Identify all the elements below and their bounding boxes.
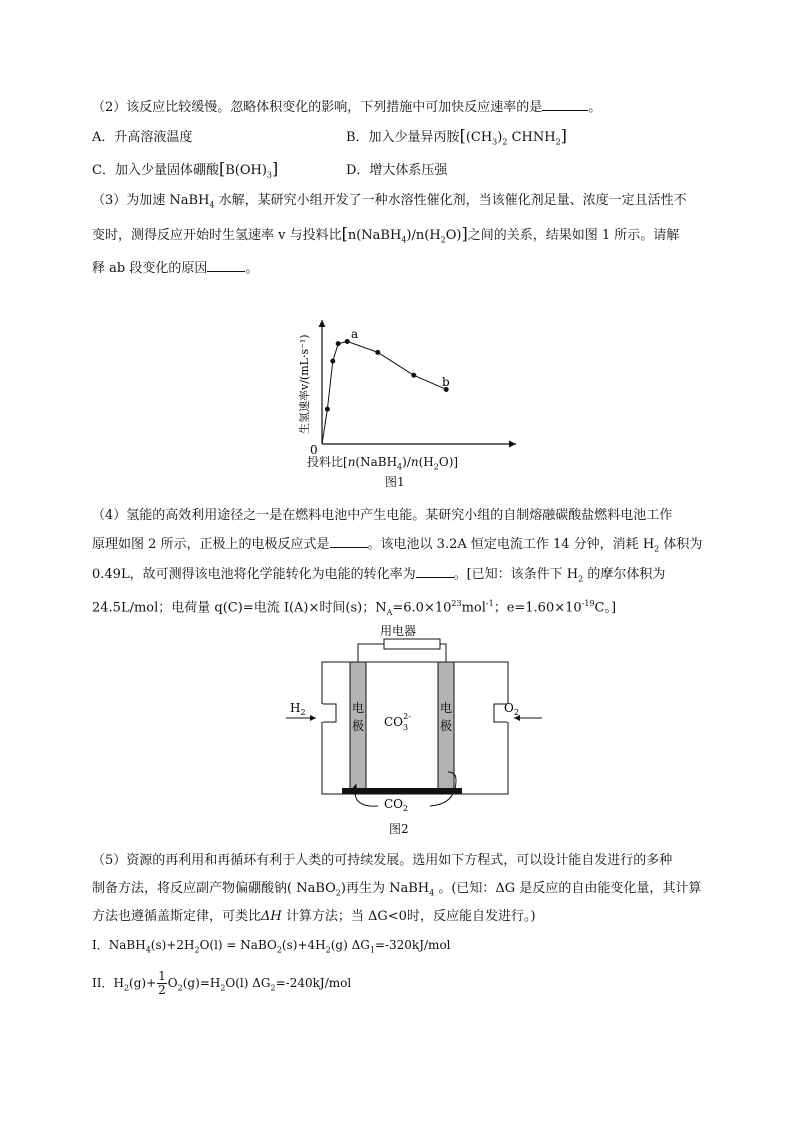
eq1-e: O(l) = NaBO — [199, 938, 277, 952]
q3-ratio-sub2: 2 — [440, 235, 446, 245]
fig2-ion-sup: 2- — [403, 712, 411, 721]
fig2-bottom-bar — [342, 788, 462, 794]
fig2-co2-sub: 2 — [403, 804, 409, 813]
fig2-electrode-left-char1: 电 — [352, 701, 365, 715]
fig2-o2-label — [504, 701, 519, 717]
q4-sup-23: 23 — [451, 599, 462, 608]
q3-ratio-b: )/n(H — [406, 228, 441, 243]
fig1-point-b-label: b — [442, 375, 450, 389]
q5-text-3a: 方法也遵循盖斯定律，可类比 — [92, 909, 262, 924]
fig2-h2: H — [290, 701, 301, 715]
q2-option-b-formula: (CH — [465, 130, 493, 145]
q3-text-4: 释 ab 段变化的原因 — [92, 261, 208, 276]
fig1-x-label-a: 投料比[ — [307, 455, 348, 469]
fig2-h2-sub: 2 — [300, 708, 306, 717]
q4-sub-h2: 2 — [654, 544, 660, 554]
q5-text-2c: )再生为 NaBH — [340, 881, 430, 896]
eq2-sub2: 2 — [177, 983, 183, 993]
q5-sub-1: 2 — [335, 888, 341, 898]
q5-line-1: （5）资源的再利用和再循环有利于人类的可持续发展。选用如下方程式，可以设计能自发进行的多种 — [92, 853, 673, 868]
eq2-d: O — [167, 976, 178, 990]
eq2-denominator: 2 — [158, 983, 166, 997]
fig2-o2: O — [504, 701, 514, 715]
eq2-f: (g)=H — [182, 976, 221, 990]
q2-stem-text: （2）该反应比较缓慢。忽略体积变化的影响，下列措施中可加快反应速率的是 — [92, 100, 543, 115]
q2-option-d[interactable] — [346, 162, 447, 180]
fig1-y-label: 生氢速率v/(mL·s⁻¹) — [298, 334, 311, 434]
q3-sub: 4 — [209, 200, 215, 210]
q3-ratio-sub1: 4 — [401, 235, 407, 245]
fig2-o2-sub: 2 — [513, 708, 519, 717]
q4-line-1: （4）氢能的高效利用途径之一是在燃料电池中产生电能。某研究小组的自制熔融碳酸盐燃料电池工作 — [92, 508, 673, 523]
q5-line-3 — [92, 908, 536, 926]
q5-text-2e: 。(已知：ΔG 是反应的自由能变化量，其计算 — [434, 881, 702, 896]
fig1-origin: 0 — [310, 443, 318, 457]
fig1-caption: 图1 — [385, 475, 405, 489]
q4-text-3a: 0.49L，故可测得该电池将化学能转化为电能的转化率为 — [92, 567, 416, 582]
q3-line-1 — [92, 192, 687, 215]
eq1-g: (s)+4H — [281, 938, 326, 952]
q2-option-b-sub2: 2 — [502, 137, 508, 147]
q3-ratio-c: O) — [445, 228, 462, 243]
q4-line-2 — [92, 535, 702, 559]
eq2-a: II．H — [92, 976, 124, 990]
q2-stem-end: 。 — [588, 100, 602, 115]
fig1-data-point — [375, 350, 380, 355]
q2-option-c-text: C．加入少量固体硼酸 — [92, 163, 219, 178]
fig2-co2-label — [384, 797, 408, 813]
q3-ratio-a: n(NaBH — [347, 228, 402, 243]
eq2-numerator: 1 — [158, 969, 166, 983]
fig1-x-label-c: (NaBH — [355, 455, 398, 469]
fig1-x-label-e: )/ — [402, 455, 411, 469]
eq1-i: (g) ΔG — [330, 938, 370, 952]
q3-line-3 — [92, 259, 258, 278]
fig2-ion: CO — [384, 715, 404, 729]
q3-answer-blank[interactable] — [207, 259, 245, 272]
q4-answer-blank-1[interactable] — [330, 535, 368, 548]
eq1-sub4: 2 — [325, 945, 331, 955]
fig1-x-label — [307, 453, 458, 471]
q2-option-c[interactable]: C．加入少量固体硼酸$[B(OH)_3]$ — [92, 159, 279, 180]
fig1-data-point — [336, 341, 341, 346]
eq2-sub1: 2 — [123, 983, 130, 993]
q2-option-b[interactable]: B．加入少量异丙胺[$(CH_3)_2$ $CHNH_2$] — [346, 126, 567, 147]
q2-option-b-paren: ) — [497, 130, 503, 145]
eq1-sub1: 4 — [145, 945, 151, 955]
q4-text-3b: 。[已知：该条件下 H — [453, 567, 579, 582]
q3-text-3: 之间的关系，结果如图 1 所示。请解 — [467, 228, 680, 243]
fig2-caption: 图2 — [389, 822, 409, 836]
q4-text-e: ；e=1.60×10 — [493, 600, 582, 616]
q4-line-4 — [92, 595, 616, 622]
q2-option-a-text: A．升高溶液温度 — [92, 130, 193, 145]
fig2-ion-sub: 3 — [403, 723, 409, 732]
q4-text-mol: mol — [461, 600, 486, 616]
q5-delta-h: ΔH — [261, 909, 282, 924]
q2-option-b-text: B．加入少量异丙胺 — [346, 130, 460, 145]
q4-text-2a: 原理如图 2 所示，正极上的电极反应式是 — [92, 537, 330, 552]
q2-option-b-sub3: 2 — [555, 137, 561, 147]
figure-2-fuel-cell — [280, 622, 550, 822]
fig1-series-line — [322, 341, 446, 444]
fig2-electrode-right-char2: 极 — [440, 719, 453, 733]
fig1-data-point — [325, 407, 330, 412]
q5-equation-2 — [92, 966, 351, 1005]
q4-line-3 — [92, 565, 665, 589]
fig2-electrode-left-char2: 极 — [352, 719, 365, 733]
q2-option-b-sub1: 3 — [492, 137, 498, 147]
q2-option-c-sub: 3 — [266, 170, 272, 180]
eq1-sub5: 1 — [369, 945, 375, 955]
q3-text-cont: 水解，某研究小组开发了一种水溶性催化剂，当该催化剂足量、浓度一定且活性不 — [214, 193, 687, 208]
q2-option-a[interactable] — [92, 129, 192, 147]
q5-text-2a: 制备方法，将反应副产物偏硼酸钠( NaBO — [92, 881, 336, 896]
q4-sup-neg19: -19 — [581, 599, 595, 608]
q4-text-3d: 的摩尔体积为 — [583, 567, 666, 582]
eq1-k: =-320kJ/mol — [374, 938, 451, 952]
q5-line-2 — [92, 880, 701, 903]
q4-sub-a: A — [386, 607, 393, 617]
q3-line-2: 变时，测得反应开始时生氢速率 v 与投料比$[n(NaBH_4)/n(H_2O)]$之间的关系，结果如图 1 所示。请解 — [92, 224, 680, 245]
eq2-h: O(l) ΔG — [225, 976, 271, 990]
q3-text: （3）为加速 NaBH — [92, 193, 210, 208]
q4-answer-blank-2[interactable] — [416, 565, 454, 578]
q4-sub-h2b: 2 — [578, 574, 584, 584]
fig1-data-point — [345, 339, 350, 344]
q5-sub-2: 4 — [429, 888, 435, 898]
q2-answer-blank[interactable] — [542, 98, 588, 111]
eq1-sub2: 2 — [194, 945, 200, 955]
fig1-x-label-n1: n — [347, 455, 356, 469]
q2-option-c-formula: B(OH) — [225, 163, 267, 178]
eq2-fraction — [157, 970, 167, 997]
eq1-sub3: 2 — [276, 945, 282, 955]
q3-text-2: 变时，测得反应开始时生氢速率 v 与投料比 — [92, 228, 342, 243]
q4-text-4a: 24.5L/mol；电荷量 q(C)=电流 I(A)×时间(s)；N — [92, 600, 387, 616]
q2-stem — [92, 98, 601, 117]
fig1-x-label-g: (H — [418, 455, 434, 469]
fig2-device-box — [384, 639, 440, 649]
fig1-x-label-n2: n — [410, 455, 419, 469]
q2-option-b-chnh: CHNH — [507, 130, 556, 145]
fig1-point-a-label: a — [351, 327, 359, 341]
eq1-c: (s)+2H — [150, 938, 195, 952]
fig1-data-point — [411, 373, 416, 378]
eq2-c: (g)+ — [129, 976, 157, 990]
figure-1-chart — [288, 312, 528, 472]
q4-text-4c: =6.0×10 — [392, 600, 452, 616]
fig1-x-label-i: O)] — [438, 455, 459, 469]
fig1-data-point — [330, 359, 335, 364]
q3-text-end: 。 — [245, 261, 259, 276]
fig2-co2: CO — [384, 797, 404, 811]
eq2-j: =-240kJ/mol — [275, 976, 352, 990]
fig1-x-label-sub1: 4 — [397, 462, 403, 472]
eq2-sub3: 2 — [220, 983, 226, 993]
fig2-h2-label — [290, 701, 306, 717]
fig2-device-label: 用电器 — [380, 624, 417, 638]
fig1-x-label-sub2: 2 — [433, 462, 439, 472]
q4-text-2b: 。该电池以 3.2A 恒定电流工作 14 分钟，消耗 H — [367, 537, 655, 552]
fig2-wire-right — [440, 644, 446, 662]
q4-text-2d: 体积为 — [659, 537, 703, 552]
eq1-a: I．NaBH — [92, 938, 146, 952]
q4-sup-neg1: -1 — [485, 599, 494, 608]
fig2-wire-left — [358, 644, 384, 662]
fig2-electrode-right-char1: 电 — [440, 701, 453, 715]
eq2-sub4: 2 — [270, 983, 276, 993]
q5-text-3c: 计算方法；当 ΔG<0时，反应能自发进行。) — [281, 909, 536, 924]
q2-option-d-text: D．增大体系压强 — [346, 163, 448, 178]
q5-equation-1 — [92, 936, 451, 959]
q4-text-end: C。] — [594, 600, 617, 616]
